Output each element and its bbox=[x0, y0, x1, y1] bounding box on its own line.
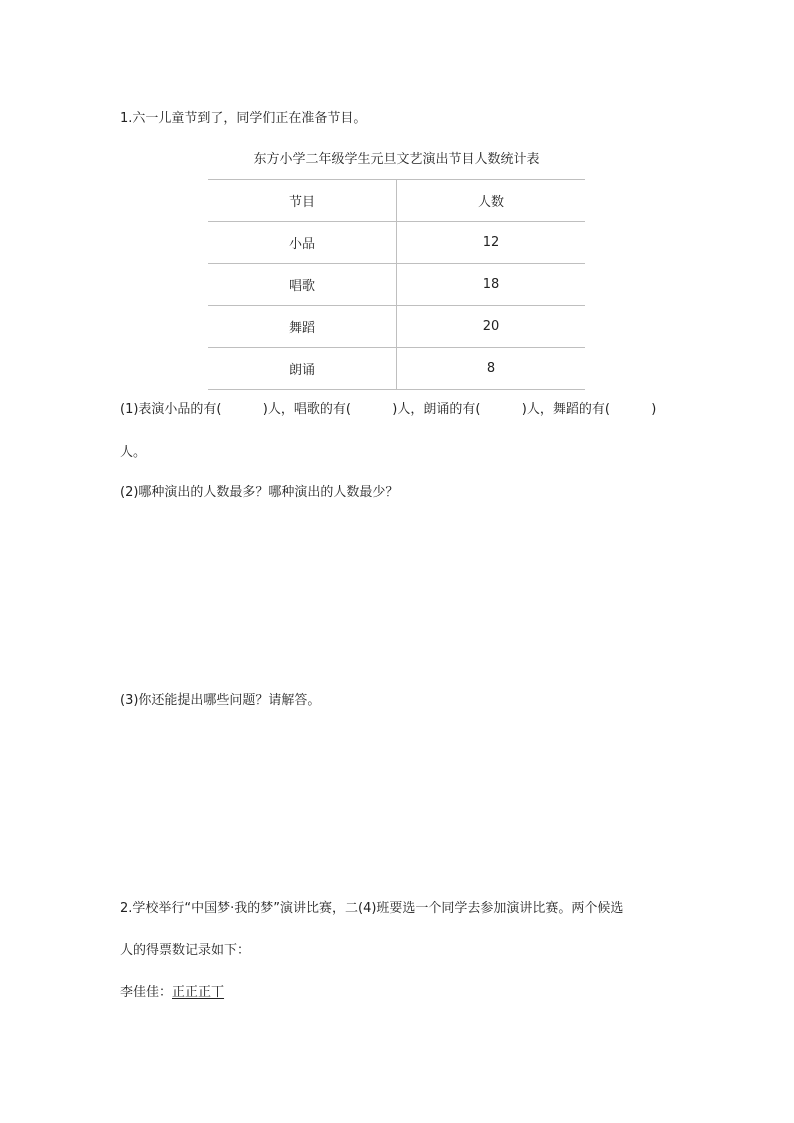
table-row bbox=[208, 306, 585, 348]
row-program: 小品 bbox=[208, 222, 397, 264]
performance-count-table bbox=[208, 179, 585, 390]
vote-tally: 正正正丅 bbox=[172, 985, 225, 1000]
row-count: 18 bbox=[397, 264, 586, 306]
row-count: 20 bbox=[397, 306, 586, 348]
question-1-part-1-line-1: (1)表演小品的有( )人，唱歌的有( )人，朗诵的有( )人，舞蹈的有( ) bbox=[120, 402, 657, 417]
table-row bbox=[208, 348, 585, 390]
table-row bbox=[208, 264, 585, 306]
row-count: 12 bbox=[397, 222, 586, 264]
question-2-line-1: 2.学校举行“中国梦·我的梦”演讲比赛，二(4)班要选一个同学去参加演讲比赛。两个候选 bbox=[120, 901, 624, 916]
question-1-intro: 1.六一儿童节到了，同学们正在准备节目。 bbox=[120, 111, 367, 126]
table-row bbox=[208, 222, 585, 264]
question-1-part-1-line-2: 人。 bbox=[120, 445, 147, 460]
question-1-part-2: (2)哪种演出的人数最多？哪种演出的人数最少？ bbox=[120, 485, 399, 500]
question-2-line-2: 人的得票数记录如下： bbox=[120, 943, 251, 958]
question-1-part-3: (3)你还能提出哪些问题？请解答。 bbox=[120, 693, 321, 708]
header-count: 人数 bbox=[397, 180, 586, 222]
header-program: 节目 bbox=[208, 180, 397, 222]
row-program: 唱歌 bbox=[208, 264, 397, 306]
row-program: 朗诵 bbox=[208, 348, 397, 390]
table-header-row bbox=[208, 180, 585, 222]
candidate-vote-record bbox=[120, 984, 224, 1002]
row-program: 舞蹈 bbox=[208, 306, 397, 348]
candidate-name: 李佳佳： bbox=[120, 985, 173, 1000]
table-title: 东方小学二年级学生元旦文艺演出节目人数统计表 bbox=[253, 152, 540, 167]
row-count: 8 bbox=[397, 348, 586, 390]
